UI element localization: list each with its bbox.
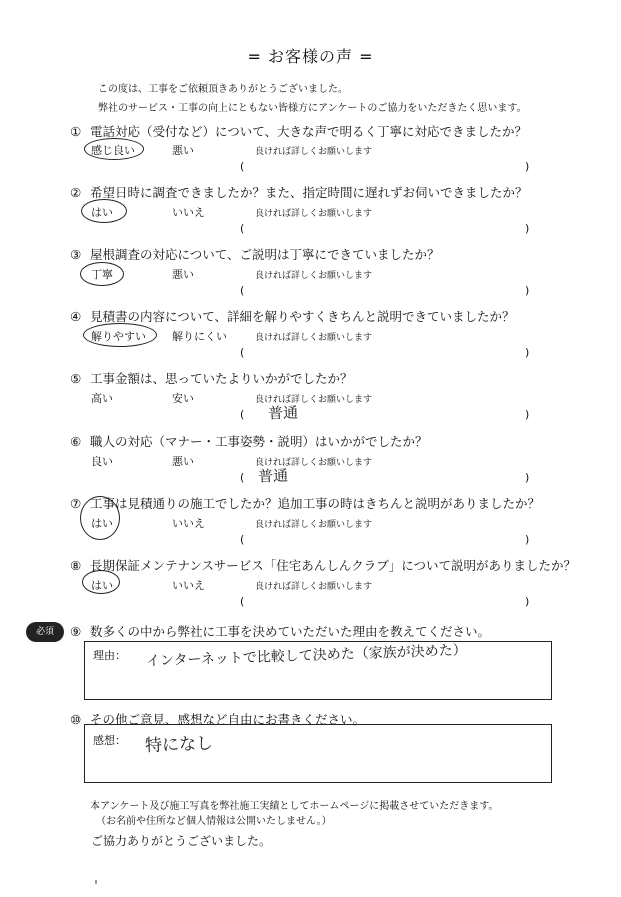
- q6-option-1[interactable]: 良い: [91, 455, 113, 468]
- q5-handwritten-answer: 普通: [267, 403, 299, 423]
- intro-line-1: この度は、工事をご依頼頂きありがとうございました。: [98, 84, 348, 95]
- question-4: [70, 307, 515, 325]
- question-6-number: ⑥: [70, 434, 82, 449]
- q5-hint: 良ければ詳しくお願いします: [255, 395, 373, 405]
- q7-option-1[interactable]: はい: [91, 517, 113, 530]
- q3-option-1[interactable]: 丁寧: [91, 268, 113, 281]
- question-1-number: ①: [70, 124, 82, 139]
- q2-paren-open: (: [240, 222, 245, 235]
- q7-option-2[interactable]: いいえ: [172, 517, 205, 530]
- reason-handwritten-answer: インターネットで比較して決めた（家族が決めた）: [145, 642, 467, 670]
- q4-option-1[interactable]: 解りやすい: [91, 330, 146, 343]
- question-1-text: 電話対応（受付など）について、大きな声で明るく丁寧に対応できましたか？: [90, 124, 528, 139]
- q8-paren-open: (: [240, 595, 245, 608]
- thanks-message: ご協力ありがとうございました。: [91, 834, 272, 848]
- question-5: [70, 369, 353, 387]
- q4-paren-close: ): [525, 346, 530, 359]
- q8-paren-close: ): [525, 595, 530, 608]
- question-2-text: 希望日時に調査できましたか？また、指定時間に遅れずお伺いできましたか？: [90, 185, 528, 200]
- question-10-number: ⑩: [70, 712, 82, 727]
- question-8-number: ⑧: [70, 558, 82, 573]
- question-3-text: 屋根調査の対応について、ご説明は丁寧にできていましたか？: [90, 247, 440, 262]
- q5-paren-close: ): [525, 408, 530, 421]
- q1-option-2[interactable]: 悪い: [172, 144, 194, 157]
- q3-hint: 良ければ詳しくお願いします: [255, 271, 373, 281]
- page-title: = お客様の声 =: [247, 47, 374, 66]
- question-8: [70, 556, 576, 574]
- required-badge: 必須: [26, 622, 64, 642]
- question-5-text: 工事金額は、思っていたよりいかがでしたか？: [90, 371, 353, 386]
- question-7: [70, 494, 540, 512]
- q6-option-2[interactable]: 悪い: [172, 455, 194, 468]
- q6-paren-open: (: [240, 471, 245, 484]
- question-10-text: その他ご意見、感想など自由にお書きください。: [90, 712, 366, 727]
- scan-artifact: [95, 880, 97, 884]
- question-3-number: ③: [70, 247, 82, 262]
- q7-paren-close: ): [525, 533, 530, 546]
- q2-option-2[interactable]: いいえ: [172, 206, 205, 219]
- question-2: [70, 183, 528, 201]
- q2-option-1[interactable]: はい: [91, 206, 113, 219]
- q4-paren-open: (: [240, 346, 245, 359]
- q8-option-2[interactable]: いいえ: [172, 579, 205, 592]
- q6-hint: 良ければ詳しくお願いします: [255, 458, 373, 468]
- q4-option-2[interactable]: 解りにくい: [172, 330, 227, 343]
- question-3: [70, 245, 440, 263]
- q3-option-2[interactable]: 悪い: [172, 268, 194, 281]
- question-9-number: ⑨: [70, 624, 82, 639]
- q1-paren-open: (: [240, 160, 245, 173]
- q7-hint: 良ければ詳しくお願いします: [255, 520, 373, 530]
- q5-paren-open: (: [240, 408, 245, 421]
- q3-paren-close: ): [525, 284, 530, 297]
- question-1: [70, 122, 527, 140]
- q3-paren-open: (: [240, 284, 245, 297]
- question-5-number: ⑤: [70, 371, 82, 386]
- comment-label: 感想：: [93, 734, 126, 747]
- comment-handwritten-answer: 特になし: [144, 733, 214, 757]
- q5-option-2[interactable]: 安い: [172, 392, 194, 405]
- q1-hint: 良ければ詳しくお願いします: [255, 147, 373, 157]
- question-4-text: 見積書の内容について、詳細を解りやすくきちんと説明できていましたか？: [90, 309, 515, 324]
- q1-paren-close: ): [525, 160, 530, 173]
- q8-option-1[interactable]: はい: [91, 579, 113, 592]
- question-2-number: ②: [70, 185, 82, 200]
- question-4-number: ④: [70, 309, 82, 324]
- q7-paren-open: (: [240, 533, 245, 546]
- q2-paren-close: ): [525, 222, 530, 235]
- intro-line-2: 弊社のサービス・工事の向上にともない皆様方にアンケートのご協力をいただきたく思います。: [98, 103, 527, 114]
- question-9-text: 数多くの中から弊社に工事を決めていただいた理由を教えてください。: [90, 624, 491, 639]
- q8-hint: 良ければ詳しくお願いします: [255, 582, 373, 592]
- question-8-text: 長期保証メンテナンスサービス「住宅あんしんクラブ」について説明がありましたか？: [90, 558, 577, 573]
- question-7-number: ⑦: [70, 496, 82, 511]
- reason-label: 理由：: [93, 649, 126, 662]
- question-9: [70, 622, 490, 640]
- footer-notice-line-1: 本アンケート及び施工写真を弊社施工実績としてホームページに掲載させていただきます。: [90, 801, 499, 812]
- footer-notice-line-2: （お名前や住所など個人情報は公開いたしません。）: [96, 816, 332, 827]
- q6-handwritten-answer: 普通: [257, 466, 289, 486]
- q6-paren-close: ): [525, 471, 530, 484]
- q5-option-1[interactable]: 高い: [91, 392, 113, 405]
- question-7-text: 工事は見積通りの施工でしたか？追加工事の時はきちんと説明がありましたか？: [90, 496, 541, 511]
- q4-hint: 良ければ詳しくお願いします: [255, 333, 373, 343]
- q1-option-1[interactable]: 感じ良い: [91, 144, 135, 157]
- q2-hint: 良ければ詳しくお願いします: [255, 209, 373, 219]
- question-6: [70, 432, 428, 450]
- question-6-text: 職人の対応（マナー・工事姿勢・説明）はいかがでしたか？: [90, 434, 428, 449]
